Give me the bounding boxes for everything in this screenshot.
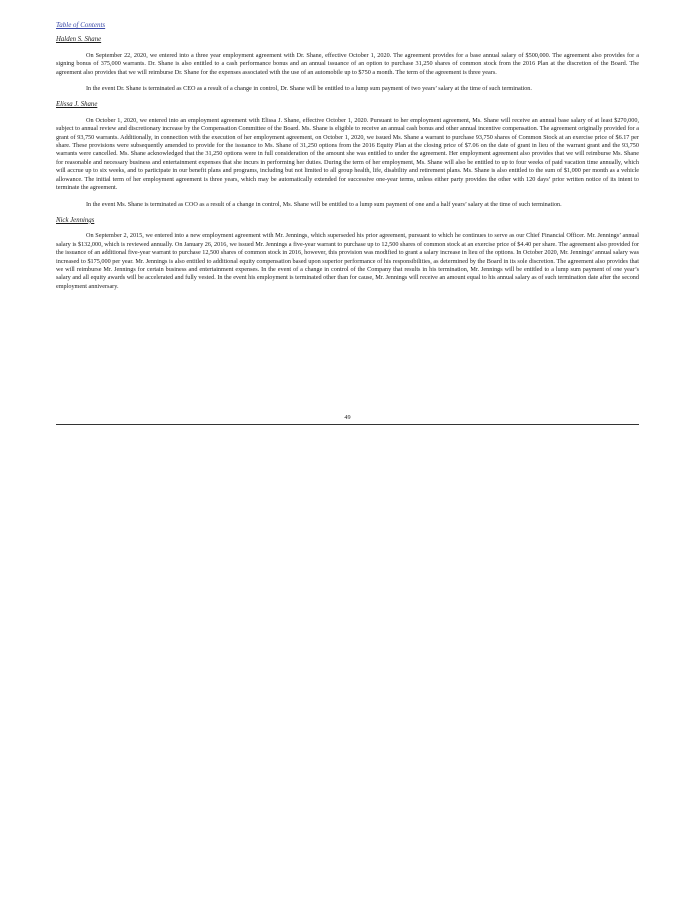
- section-heading: Elissa J. Shane: [56, 101, 98, 109]
- paragraph: On September 22, 2020, we entered into a three year employment agreement with Dr. Shane, effective October 1, 2020. The agreement provides for a base annual salary of $500,000. The agreement also provides for a signing bonus of 375,000 warrants. Dr. Shane is also entitled to a cash performance bonus and an annual issuance of an option to purchase 31,250 shares of common stock from the 2016 Plan at the discretion of the Board. The agreement also provides that we will reimburse Dr. Shane for the expenses associated with the use of an automobile up to $750 a month. The term of the agreement is three years.: [56, 51, 639, 76]
- section-nick-jennings: [56, 217, 639, 291]
- section-heading: Halden S. Shane: [56, 36, 102, 44]
- paragraph: In the event Ms. Shane is terminated as COO as a result of a change in control, Ms. Shane will be entitled to a lump sum payment of one and a half years’ salary at the time of such termination.: [86, 200, 562, 208]
- paragraph: In the event Dr. Shane is terminated as CEO as a result of a change in control, Dr. Shane will be entitled to a lump sum payment of two years’ salary at the time of such termination.: [86, 85, 532, 93]
- section-elissa-shane: [56, 101, 639, 208]
- section-heading: Nick Jennings: [56, 216, 95, 224]
- page-content: [56, 21, 639, 299]
- page-number: 49: [344, 414, 351, 421]
- paragraph: On September 2, 2015, we entered into a new employment agreement with Mr. Jennings, which superseded his prior agreement, pursuant to which he continues to serve as our Chief Financial Officer. Mr. Jennings’ annual salary is $132,000, which is reviewed annually. On January 26, 2016, we issued Mr. Jennings a five-year warrant to purchase up to 12,500 shares of common stock at an exercise price of $4.40 per share. The agreement also provided for the issuance of an additional five-year warrant to purchase 12,500 shares of common stock in 2016, however, this provision was modified to grant a salary increase in lieu of the options. In October 2020, Mr. Jennings’ annual salary was increased to $175,000 per year. Mr. Jennings is also entitled to additional equity compensation based upon superior performance of his responsibilities, as determined by the Board in its sole discretion. The agreement also provides that we will reimburse Mr. Jennings for certain business and entertainment expenses. In the event of a change in control of the Company that results in his termination, Mr. Jennings will be entitled to a lump sum payment of one year’s salary and all equity awards will be accelerated and fully vested. In the event his employment is terminated other than for cause, Mr. Jennings will receive an amount equal to his annual salary as of such termination date after the second employment anniversary.: [56, 232, 640, 290]
- footer-divider: [56, 424, 639, 425]
- section-halden-shane: [56, 36, 639, 93]
- paragraph: On October 1, 2020, we entered into an employment agreement with Elissa J. Shane, effective October 1, 2020. Pursuant to her employment agreement, Ms. Shane will receive an annual base salary of at least $270,000, subject to annual review and discretionary increase by the Compensation Committee of the Board. Ms. Shane is eligible to receive an annual cash bonus and other annual incentive compensation. The agreement originally provided for a grant of 93,750 warrants. Additionally, in connection with the execution of her employment agreement, on October 1, 2020, we issued Ms. Shane a warrant to purchase 93,750 shares of Common Stock at an exercise price of $6.17 per share. These provisions were subsequently amended to provide for the issuance to Ms. Shane of 31,250 options from the 2016 Equity Plan at the closing price of $7.06 on the date of grant in lieu of the warrant grant and the 93,750 warrants were cancelled. Ms. Shane acknowledged that the 31,250 options were in full consideration of the amount she was entitled to under the agreement. Her employment agreement also provides that we will reimburse Ms. Shane for reasonable and necessary business and entertainment expenses that she incurs in performing her duties. During the term of her employment, Ms. Shane will also be entitled to up to four weeks of paid vacation time annually, which will accrue up to six weeks, and to participate in our benefit plans and programs, including but not limited to all group health, life, disability and retirement plans. Ms. Shane is also entitled to the sum of $1,000 per month as a vehicle allowance. The initial term of her employment agreement is three years, which may be automatically extended for successive one-year terms, unless either party provides the other with 120 days’ prior written notice of its intent to terminate the agreement.: [56, 116, 639, 192]
- table-of-contents-link[interactable]: Table of Contents: [56, 21, 106, 29]
- page-footer: [56, 414, 639, 425]
